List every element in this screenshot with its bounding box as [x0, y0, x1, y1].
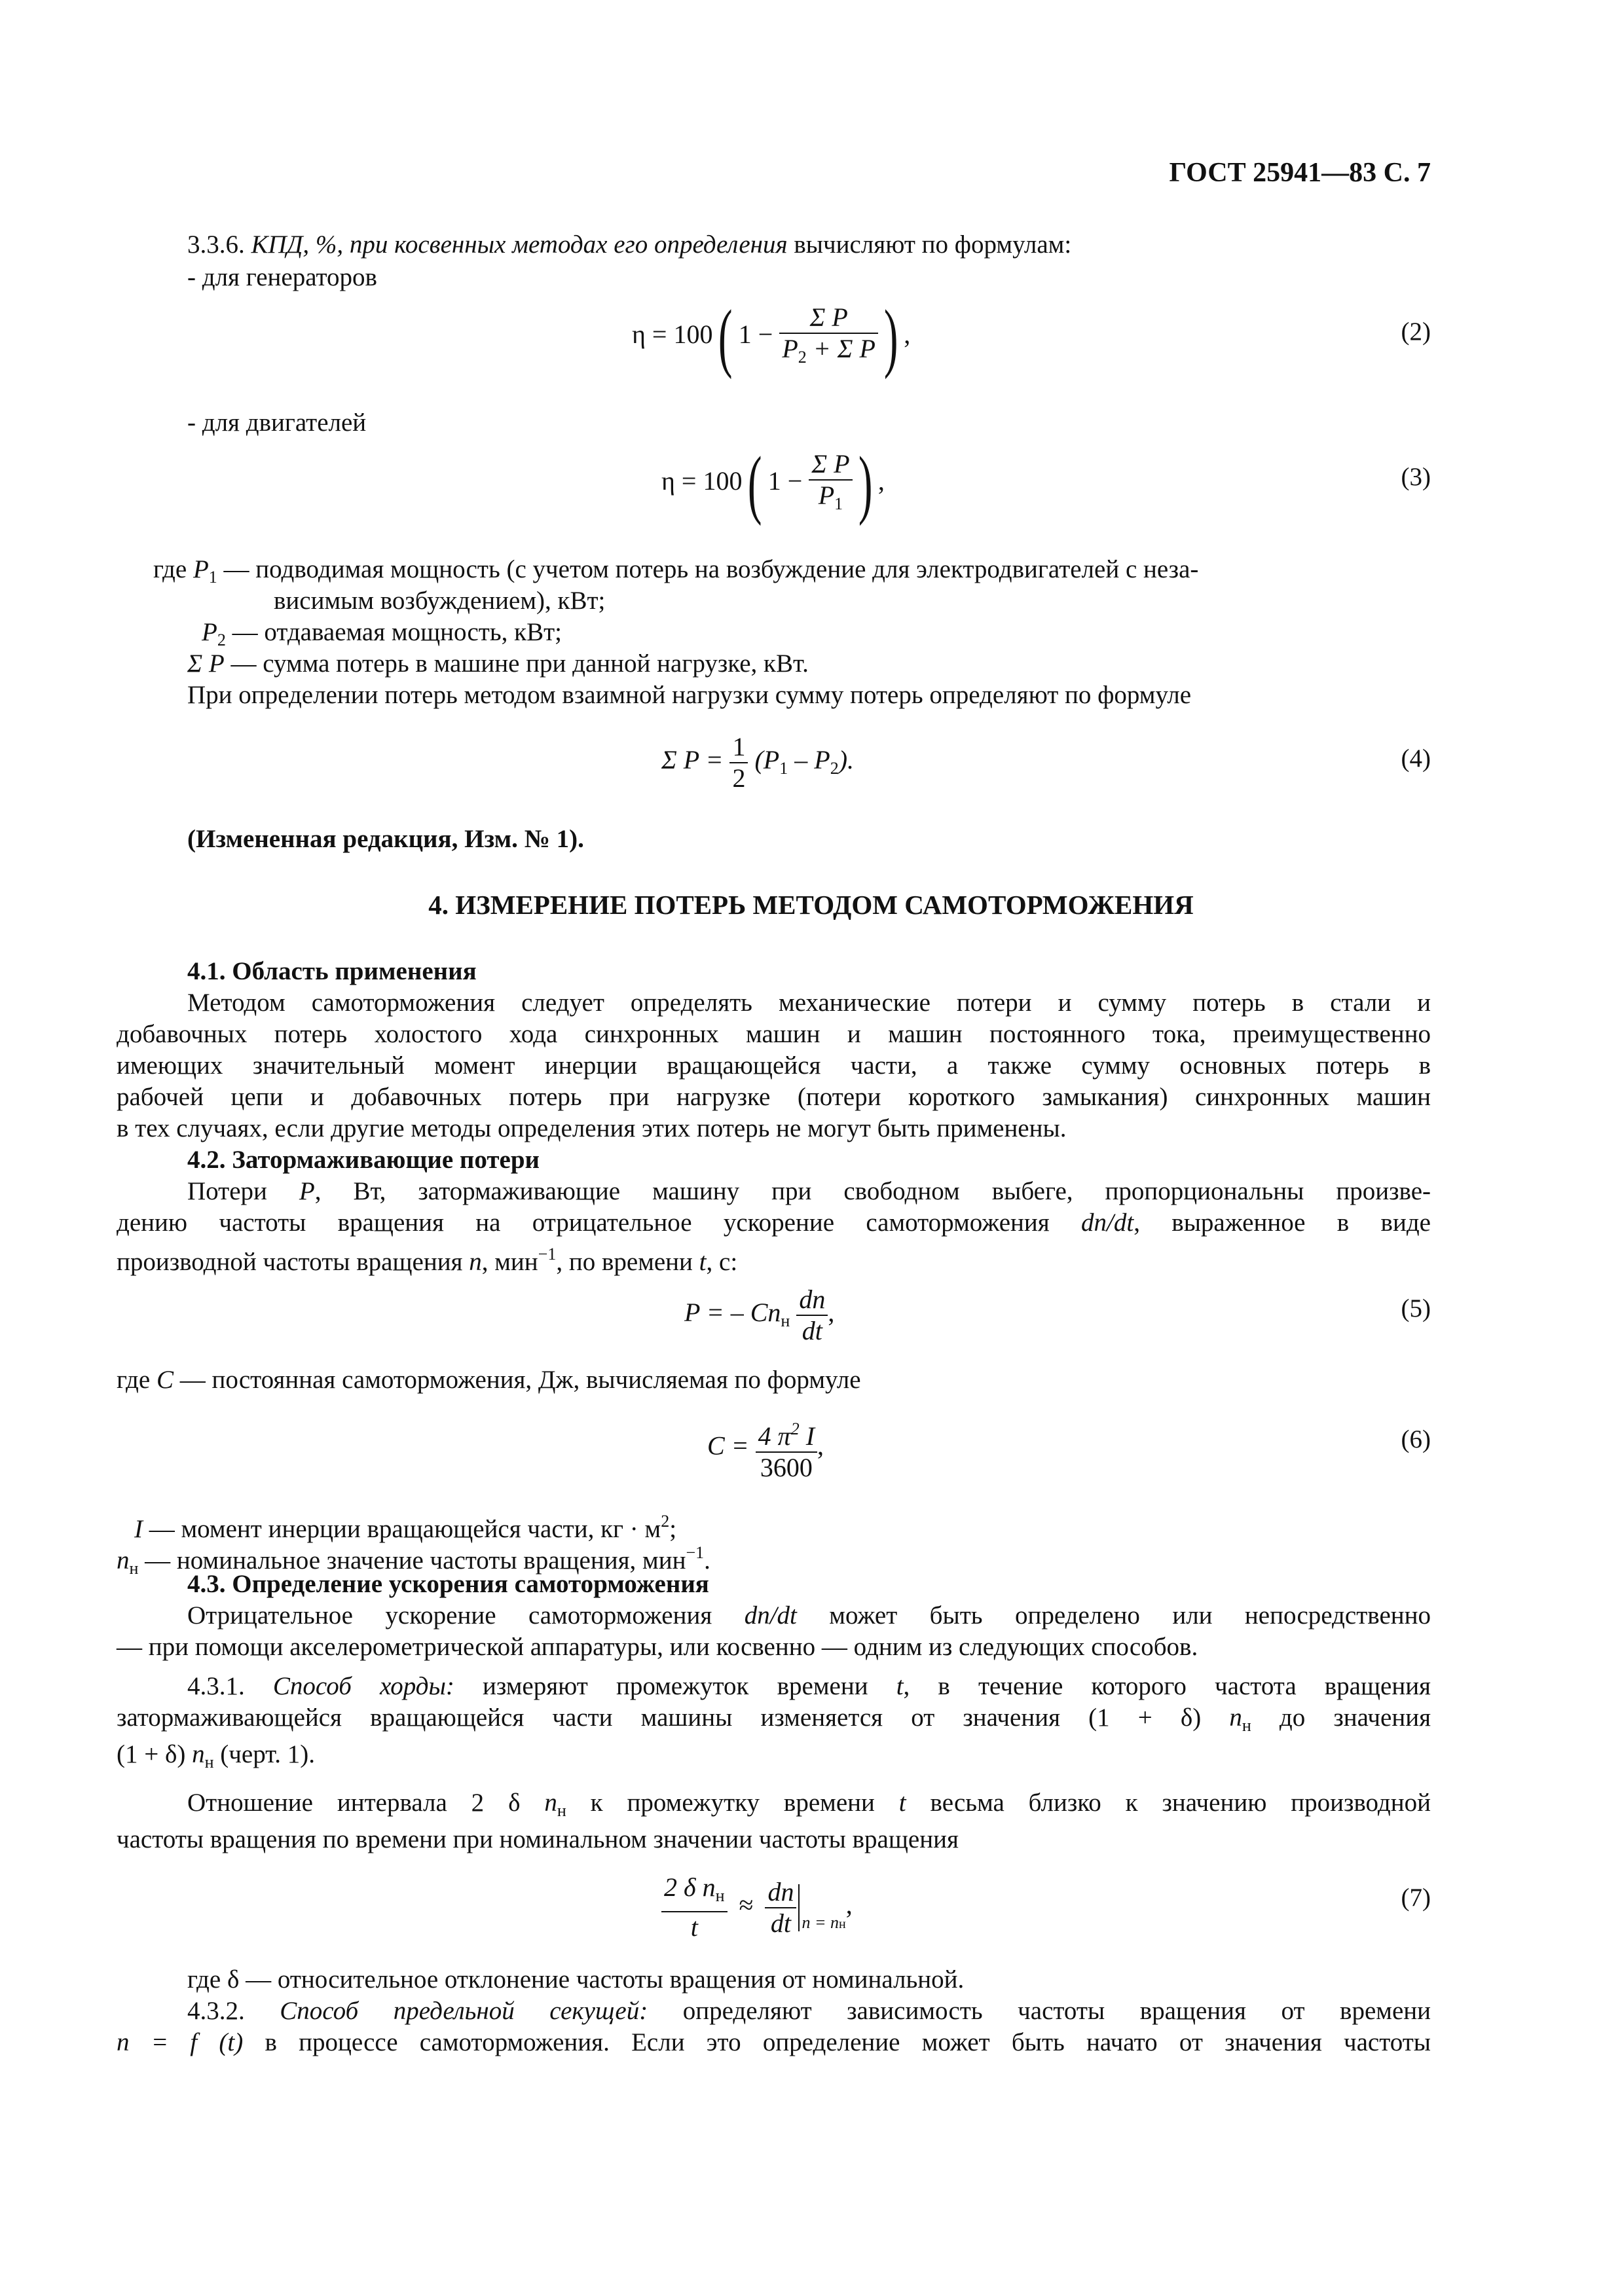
definition-p1-cont: висимым возбуждением), кВт;	[274, 587, 606, 615]
formula-number-3: (3)	[1401, 463, 1431, 491]
formula-4	[661, 732, 854, 793]
denominator: dt	[802, 1316, 822, 1345]
formula-6: C = $\frac{4 \pi^2 I}{3600}$ ,	[707, 1414, 824, 1483]
paragraph-line: Отрицательное ускорение самоторможения dn/dt может быть определено или непосредственно	[187, 1601, 1431, 1630]
definition-sum-p: Σ P — сумма потерь в машине при данной нагрузке, кВт.	[187, 649, 809, 678]
formula-fraction	[796, 1285, 828, 1346]
amendment-note: (Измененная редакция, Изм. № 1).	[187, 825, 584, 853]
numerator: dn	[796, 1285, 828, 1316]
list-item-generators: - для генераторов	[187, 263, 377, 291]
formula-fraction	[756, 1414, 817, 1483]
clause-text: вычисляют по формулам:	[787, 230, 1072, 259]
formula-lhs: η = 100	[632, 319, 713, 350]
formula-number-4: (4)	[1401, 744, 1431, 773]
denominator: t	[690, 1912, 698, 1942]
formula-5: P = – $Cn_н$ $\frac{dn}{dt}$ ,	[684, 1285, 835, 1345]
formula-fraction	[661, 1872, 728, 1942]
definition-p2: $P_2$ — отдаваемая мощность, кВт;	[202, 618, 562, 649]
formula-7: $\frac{2 \delta n_н}{t}$ ≈ $\frac{dn}{dt}$ $_{n = nн}$,	[661, 1872, 853, 1942]
list-item-motors: - для двигателей	[187, 409, 367, 437]
subsection-heading-4-3: 4.3. Определение ускорения самоторможения	[187, 1570, 709, 1598]
definition-c: где C — постоянная самоторможения, Дж, вычисляемая по формуле	[117, 1366, 861, 1394]
paragraph-line: Потери P, Вт, затормаживающие машину при свободном выбеге, пропорциональны произве-	[187, 1177, 1431, 1205]
paragraph-line: n = f (t) в процессе самоторможения. Если это определение может быть начато от значения частоты	[117, 2028, 1431, 2056]
definition-delta: где δ — относительное отклонение частоты вращения от номинальной.	[187, 1965, 965, 1994]
subsection-heading-4-2: 4.2. Затормаживающие потери	[187, 1146, 540, 1174]
paragraph-line: добавочных потерь холостого хода синхронных машин и машин постоянного тока, преимущественно	[117, 1020, 1431, 1048]
formula-term: 1 −	[738, 319, 773, 350]
formula-number-5: (5)	[1401, 1294, 1431, 1322]
numerator: Σ P	[809, 449, 852, 481]
paren-left: (	[718, 294, 733, 380]
paragraph-line: в тех случаях, если другие методы определения этих потерь не могут быть применены.	[117, 1114, 1067, 1142]
formula-fraction	[809, 449, 852, 519]
numerator: Σ P	[779, 302, 878, 334]
paragraph-line: — при помощи акселерометрической аппаратуры, или косвенно — одним из следующих способов.	[117, 1633, 1198, 1661]
denominator: dt	[770, 1908, 792, 1938]
section-heading-4: 4. ИЗМЕРЕНИЕ ПОТЕРЬ МЕТОДОМ САМОТОРМОЖЕНИЯ	[428, 890, 1194, 920]
denominator: 3600	[760, 1453, 813, 1482]
paragraph-line: Отношение интервала 2 δ $n_н$ к промежутку времени t весьма близко к значению производной	[187, 1789, 1431, 1820]
formula-term: 1 −	[767, 466, 803, 496]
formula-lhs: η = 100	[661, 466, 743, 496]
denominator: $P_2 + \Sigma$ P	[782, 333, 876, 367]
formula-fraction	[765, 1877, 796, 1939]
paragraph-line: дению частоты вращения на отрицательное ускорение самоторможения dn/dt, выраженное в виде	[117, 1209, 1431, 1237]
evaluation-bar	[798, 1884, 800, 1931]
paragraph-line: имеющих значительный момент инерции вращающейся части, а также сумму основных потерь в	[117, 1051, 1431, 1080]
formula-rhs: $(P_1 - P_2)$.	[748, 745, 855, 778]
paragraph-line: Методом самоторможения следует определять механические потери и сумму потерь в стали и	[187, 989, 1431, 1017]
formula-2	[632, 294, 911, 380]
formula-lhs: Σ P =	[661, 745, 724, 775]
definition-nn: $n_н$ — номинальное значение частоты вращения, мин$^{-1}$.	[117, 1543, 710, 1578]
paragraph-line: производной частоты вращения n, мин$^{-1}$, по времени t, с:	[117, 1245, 738, 1276]
paragraph-line: рабочей цепи и добавочных потерь при нагрузке (потери короткого замыкания) синхронных машин	[117, 1083, 1431, 1111]
paren-left: (	[748, 441, 762, 526]
subsection-heading-4-1: 4.1. Область применения	[187, 957, 477, 985]
denominator: 2	[732, 763, 746, 793]
formula-tail: ,	[877, 466, 885, 496]
evaluation-condition: n = nн	[802, 1912, 846, 1932]
formula-fraction	[729, 732, 748, 793]
denominator: $P_1$	[818, 480, 843, 513]
paren-right: )	[883, 294, 898, 380]
formula-number-6: (6)	[1401, 1425, 1431, 1453]
paragraph-line: затормаживающейся вращающейся части машины изменяется от значения (1 + δ) $n_н$ до значения	[117, 1704, 1431, 1735]
formula-tail: ,	[904, 319, 911, 350]
paragraph-mutual-load: При определении потерь методом взаимной нагрузки сумму потерь определяют по формуле	[187, 681, 1192, 709]
clause-3-3-6	[187, 229, 1071, 261]
clause-title: КПД, %, при косвенных методах его определения	[251, 230, 788, 259]
paragraph-line: 4.3.2. Способ предельной секущей: определяют зависимость частоты вращения от времени	[187, 1997, 1431, 2025]
numerator: 1	[729, 732, 748, 763]
numerator: 2 δ $n_н$	[661, 1872, 728, 1912]
formula-number-7: (7)	[1401, 1884, 1431, 1912]
numerator: dn	[765, 1877, 796, 1908]
paragraph-line: 4.3.1. Способ хорды: измеряют промежуток времени t, в течение которого частота вращения	[187, 1672, 1431, 1700]
definition-p1: где $P_1$ — подводимая мощность (с учетом потерь на возбуждение для электродвигателей с неза-	[153, 555, 1199, 587]
page-header: ГОСТ 25941—83 С. 7	[1169, 158, 1431, 188]
formula-number-2: (2)	[1401, 318, 1431, 346]
clause-number: 3.3.6.	[187, 230, 251, 259]
paragraph-line: (1 + δ) $n_н$ (черт. 1).	[117, 1740, 316, 1772]
formula-3	[661, 441, 885, 526]
paren-right: )	[858, 441, 873, 526]
numerator: 4 $\pi^2$ I	[756, 1414, 817, 1453]
paragraph-line: частоты вращения по времени при номинальном значении частоты вращения	[117, 1825, 959, 1853]
formula-fraction	[779, 302, 878, 373]
definition-i: I — момент инерции вращающейся части, кг · $м^2$;	[134, 1512, 677, 1543]
